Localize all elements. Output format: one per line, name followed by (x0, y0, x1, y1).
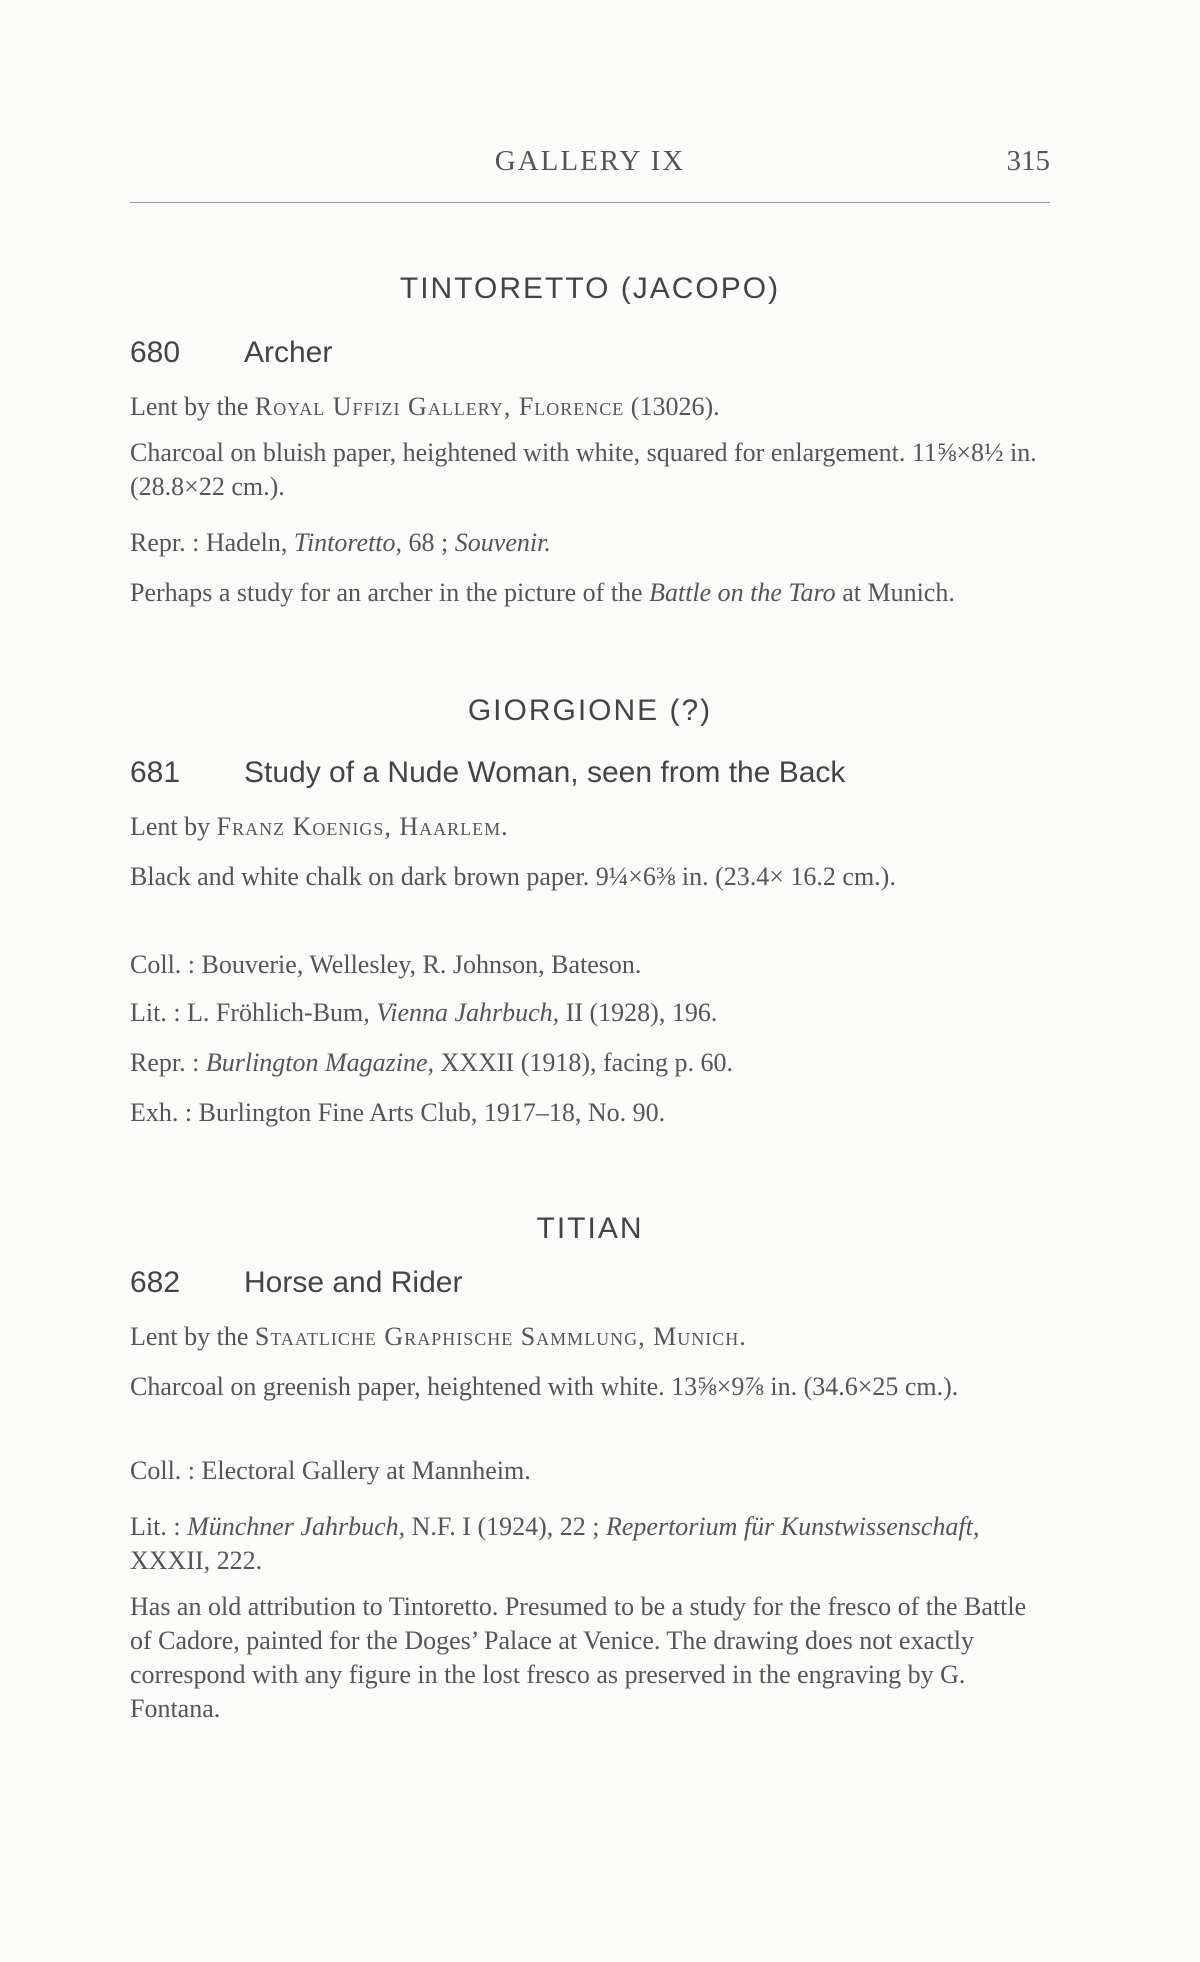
lender-name: Staatliche Graphische Sammlung, Munich. (254, 1322, 747, 1351)
lender-line (130, 810, 1052, 844)
lender-prefix: Lent by (130, 812, 217, 841)
medium-dimensions: Black and white chalk on dark brown paper. 9¼×6⅜ in. (23.4× 16.2 cm.). (130, 862, 896, 891)
reproduction-line (130, 1046, 1052, 1080)
lender-line (130, 1320, 1052, 1354)
entry-title-680 (130, 336, 1050, 370)
literature-line (130, 1510, 1052, 1578)
literature-line (130, 996, 1052, 1030)
reproduction-line (130, 526, 1052, 560)
note-title: Battle on the Taro (649, 578, 836, 607)
lender-name: Royal Uffizi Gallery, Florence (254, 392, 625, 421)
lit-mid: N.F. I (1924), 22 ; (405, 1512, 606, 1541)
exhibition-line: Exh. : Burlington Fine Arts Club, 1917–18, No. 90. (130, 1098, 666, 1127)
lit-title: Vienna Jahrbuch, (376, 998, 560, 1027)
repr-title: Tintoretto, (293, 528, 403, 557)
page-number: 315 (1006, 145, 1050, 177)
lit-prefix: Lit. : (130, 1512, 188, 1541)
lender-suffix: (13026). (624, 392, 720, 421)
lit-suffix: II (1928), 196. (559, 998, 718, 1027)
collection-line: Coll. : Bouverie, Wellesley, R. Johnson, Bateson. (130, 950, 642, 979)
lender-name: Franz Koenigs, Haarlem. (216, 812, 509, 841)
artwork-title: Study of a Nude Woman, seen from the Back (244, 756, 846, 789)
note-paragraph (130, 576, 1052, 610)
lender-prefix: Lent by the (130, 1322, 255, 1351)
repr-suffix: XXXII (1918), facing p. 60. (434, 1048, 733, 1077)
artwork-title: Archer (244, 336, 333, 369)
running-title: GALLERY IX (494, 145, 686, 177)
lit-title: Münchner Jahrbuch, (187, 1512, 406, 1541)
repr-prefix: Repr. : Hadeln, (130, 528, 294, 557)
entry-title-682 (130, 1266, 1050, 1300)
lender-line (130, 390, 1052, 424)
artist-heading-tintoretto: TINTORETTO (JACOPO) (399, 272, 781, 305)
catalogue-number: 681 (130, 756, 181, 789)
catalogue-number: 682 (130, 1266, 181, 1299)
note-prefix: Perhaps a study for an archer in the picture of the (130, 578, 650, 607)
header-rule (130, 202, 1050, 203)
medium-dimensions: Charcoal on bluish paper, heightened with white, squared for enlargement. 11⅝×8½ in. (28.8×22 cm.). (130, 438, 1037, 501)
repr-title-2: Souvenir. (454, 528, 551, 557)
artist-heading-giorgione: GIORGIONE (?) (467, 694, 713, 727)
artwork-title: Horse and Rider (244, 1266, 463, 1299)
running-head (130, 145, 1050, 185)
repr-mid: 68 ; (402, 528, 455, 557)
lender-prefix: Lent by the (130, 392, 255, 421)
lit-prefix: Lit. : L. Fröhlich-Bum, (130, 998, 377, 1027)
lit-title-2: Repertorium für Kunstwissenschaft, (605, 1512, 980, 1541)
entry-title-681 (130, 756, 1050, 790)
artist-heading-titian: TITIAN (536, 1212, 644, 1245)
repr-title: Burlington Magazine, (205, 1048, 435, 1077)
note-suffix: at Munich. (835, 578, 955, 607)
catalogue-number: 680 (130, 336, 181, 369)
repr-prefix: Repr. : (130, 1048, 206, 1077)
note-paragraph: Has an old attribution to Tintoretto. Presumed to be a study for the fresco of the Battle of Cadore, painted for the Doges’ Palace at Venice. The drawing does not exactly correspond with any figure in the lost fresco as preserved in the engraving by G. Fontana. (130, 1592, 1027, 1723)
collection-line: Coll. : Electoral Gallery at Mannheim. (130, 1456, 531, 1485)
lit-suffix: XXXII, 222. (130, 1546, 263, 1575)
medium-dimensions: Charcoal on greenish paper, heightened with white. 13⅝×9⅞ in. (34.6×25 cm.). (130, 1372, 959, 1401)
